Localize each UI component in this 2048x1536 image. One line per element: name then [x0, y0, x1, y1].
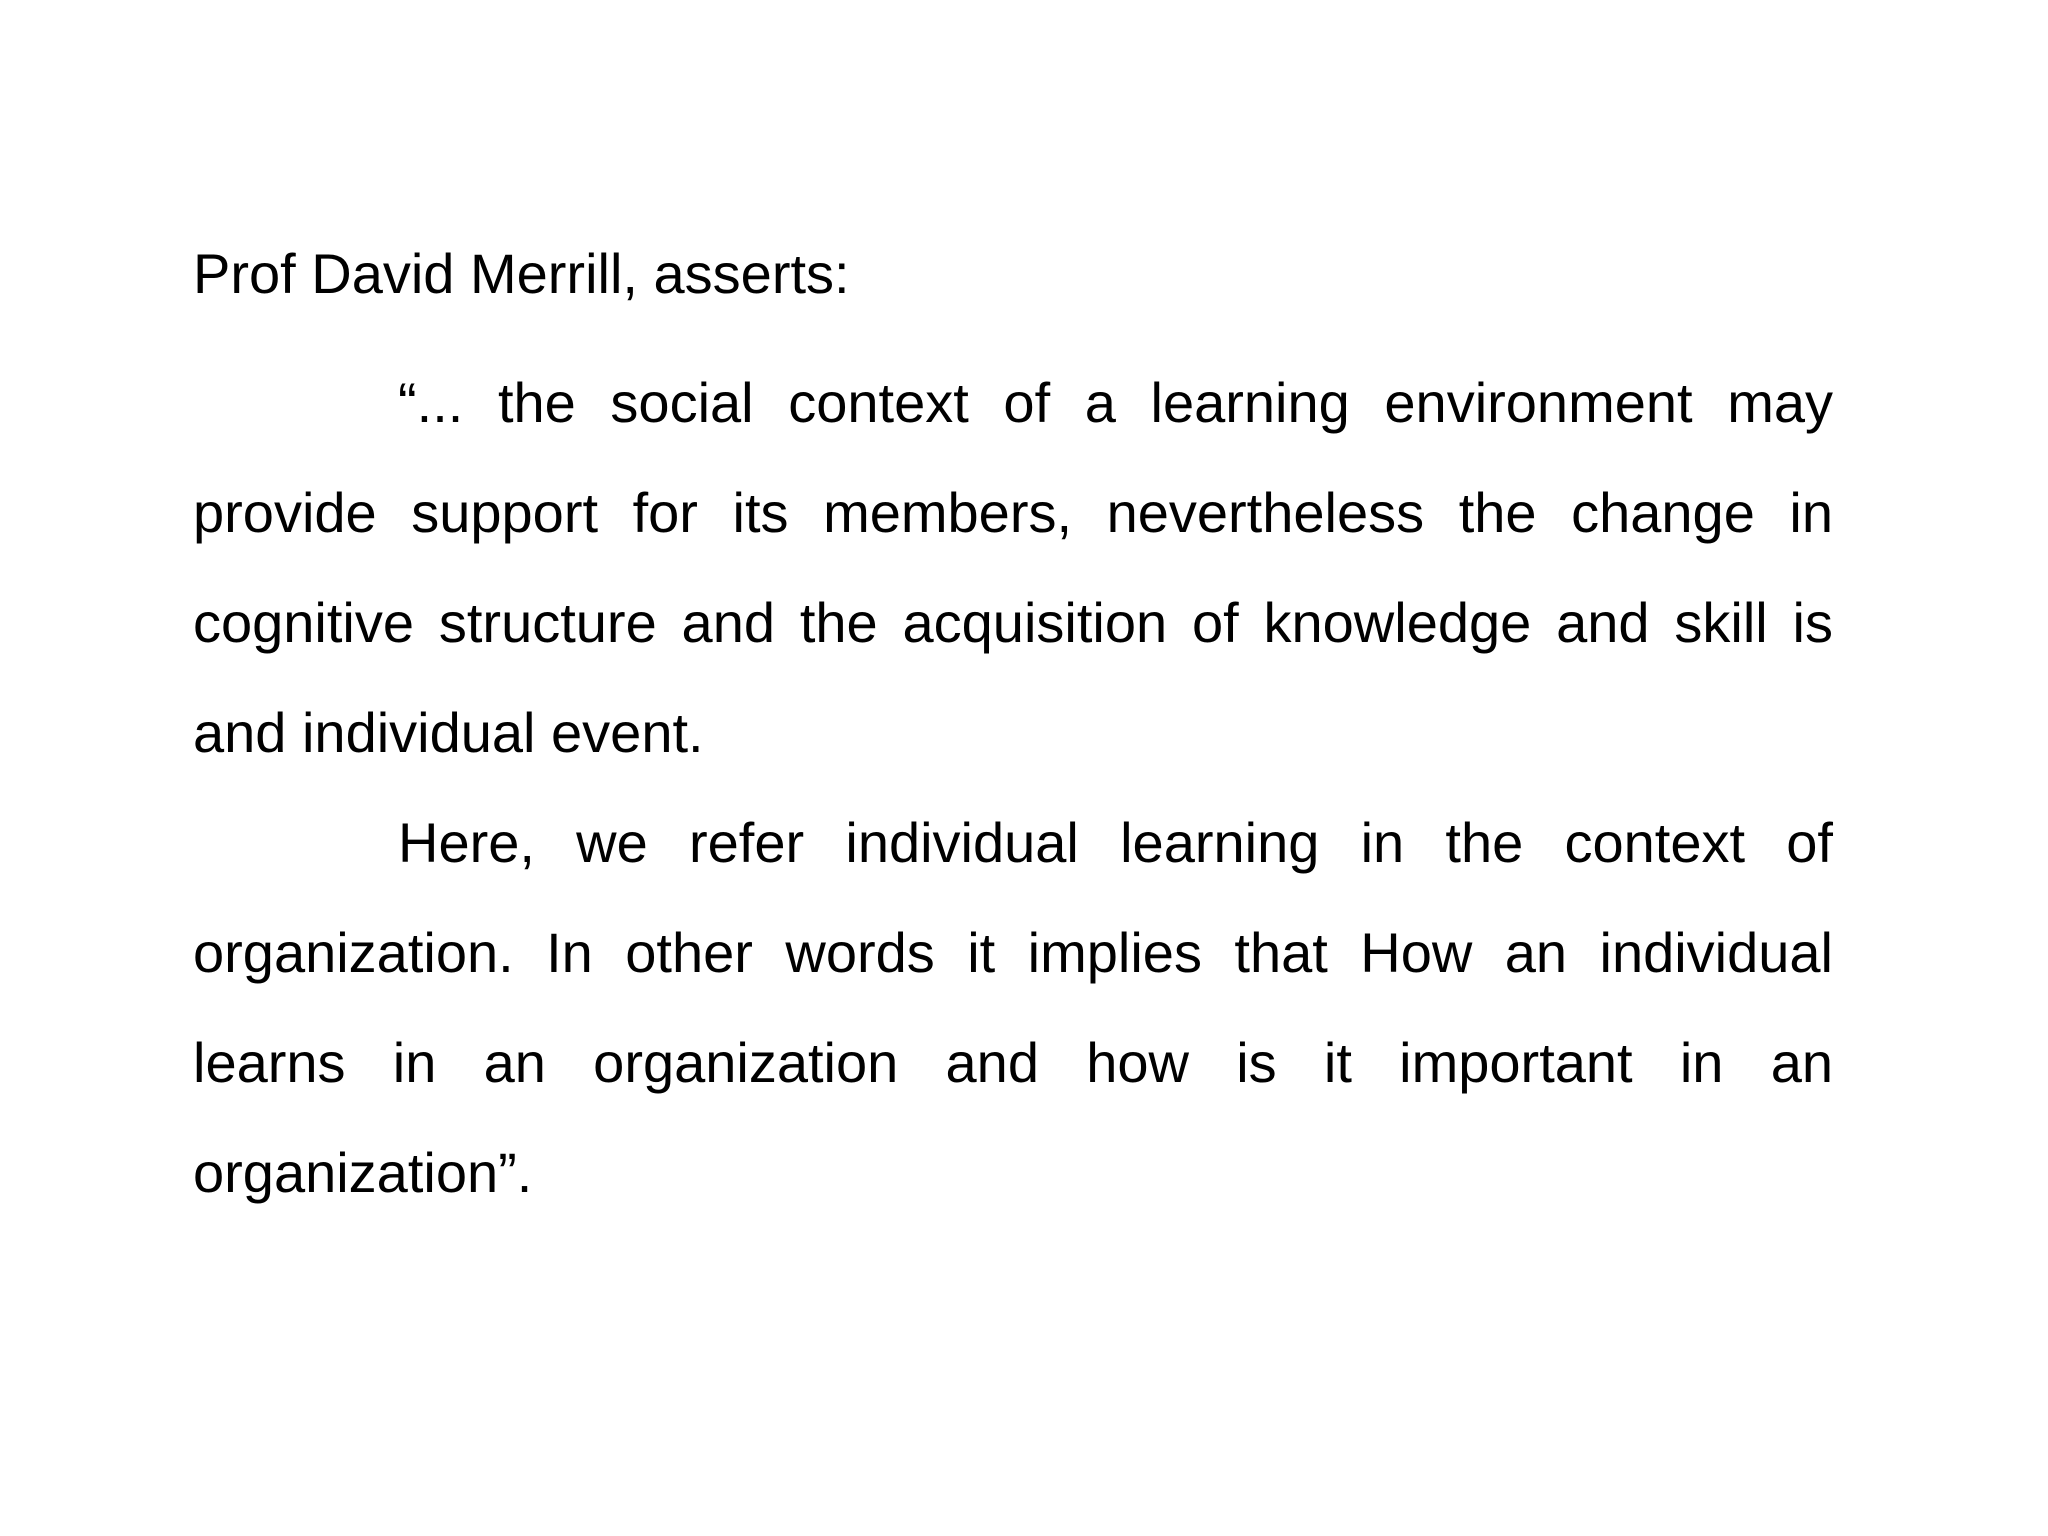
- intro-line: Prof David Merrill, asserts:: [193, 242, 850, 305]
- commentary-paragraph: Here, we refer individual learning in the context of organization. In other words it implies that How an individual learns in an organization and how is it important in an organization”.: [193, 811, 1833, 1204]
- document-body: [193, 238, 1833, 1228]
- quote-paragraph: “... the social context of a learning environment may provide support for its members, nevertheless the change in cognitive structure and the acquisition of knowledge and skill is and individual event.: [193, 371, 1833, 764]
